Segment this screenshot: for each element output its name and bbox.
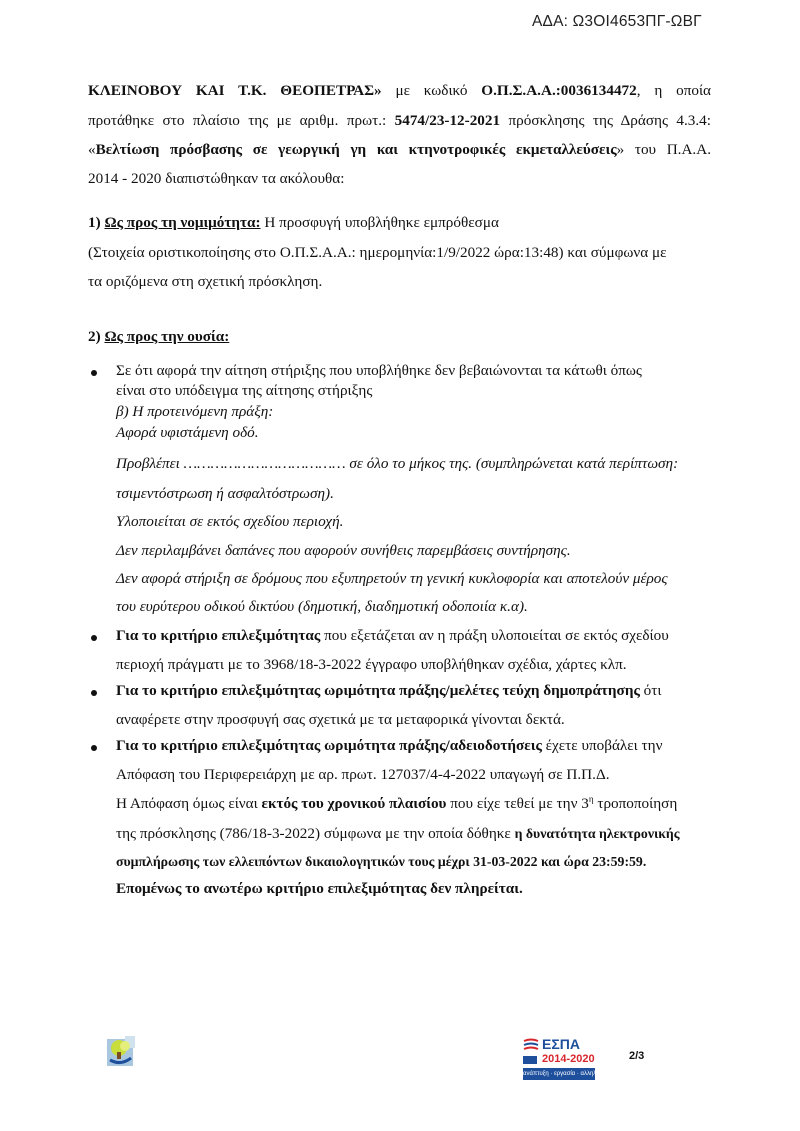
bullet-icon [91,635,97,641]
criterion-text: που εξετάζεται αν η πράξη υλοποιείται σε εκτός σχεδίου [320,627,669,644]
intro-line-3 [88,141,711,159]
intro-line-1 [88,82,711,100]
bullet-icon [91,745,97,751]
intro-text: με κωδικό [381,82,482,99]
text: Η Απόφαση όμως είναι [116,795,262,812]
intro-text: » του Π.Α.Α. [616,141,711,158]
bullet-2-line-1 [116,627,669,645]
emphasis: εκτός του χρονικού πλαισίου [261,795,447,812]
eu-flag-icon [523,1056,537,1064]
espa-tagline: ανάπτυξη · εργασία · αλληλεγγύη [523,1068,595,1080]
page-number: 2/3 [629,1050,645,1062]
opsaa-code: Ο.Π.Σ.Α.Α.:0036134472 [481,82,637,99]
espa-logo [523,1036,612,1082]
emphasis: η δυνατότητα ηλεκτρονικής [514,826,680,841]
italic-line: Δεν περιλαμβάνει δαπάνες που αφορούν συνήθεις παρεμβάσεις συντήρησης. [116,542,571,559]
bullet-4-line-2: Απόφαση του Περιφερειάρχη με αρ. πρωτ. 127037/4-4-2022 υπαγωγή σε Π.Π.Δ. [116,766,610,783]
italic-line: Υλοποιείται σε εκτός σχεδίου περιοχή. [116,513,344,530]
section-title: Ως προς τη νομιμότητα: [104,214,261,231]
bullet-3-line-2: αναφέρετε στην προσφυγή σας σχετικά με τα μεταφορικά γίνονται δεκτά. [116,711,565,728]
intro-text: πρόσκλησης της Δράσης 4.3.4: [500,112,711,129]
text: της πρόσκλησης (786/18-3-2022) σύμφωνα με την οποία δόθηκε [116,825,515,842]
italic-line: Αφορά υφιστάμενη οδό. [116,424,259,441]
section-number: 1) [88,214,105,231]
intro-text: προτάθηκε στο πλαίσιο της με αριθμ. πρωτ.: [88,112,395,129]
intro-line-2 [88,112,711,130]
action-title: Βελτίωση πρόσβασης σε γεωργική γη και κτηνοτροφικές εκμεταλλεύσεις [95,141,617,158]
criterion-text: έχετε υποβάλει την [541,737,663,754]
section-1-line-3: τα οριζόμενα στη σχετική πρόσκληση. [88,273,323,290]
ada-code: ΑΔΑ: Ω3ΟΙ4653ΠΓ-ΩΒΓ [532,13,702,30]
intro-line-4: 2014 - 2020 διαπιστώθηκαν τα ακόλουθα: [88,170,345,187]
espa-title: ΕΣΠΑ [542,1036,580,1052]
criterion-text: ότι [639,682,662,699]
intro-text: , η οποία [636,82,711,99]
bullet-3-line-1 [116,682,661,700]
text: τροποποίηση [593,795,678,812]
protocol-number: 5474/23-12-2021 [394,112,501,129]
tree-logo-icon [107,1036,139,1066]
intro-text: « [88,141,96,158]
bullet-2-line-2: περιοχή πράγματι με το 3968/18-3-2022 έγγραφο υποβλήθηκαν σχέδια, χάρτες κλπ. [116,656,627,673]
section-number: 2) [88,328,105,345]
conclusion: Επομένως το ανωτέρω κριτήριο επιλεξιμότητας δεν πληρείται. [116,880,523,897]
bullet-icon [91,370,97,376]
section-text: Η προσφυγή υποβλήθηκε εμπρόθεσμα [260,214,499,231]
criterion-label: Για το κριτήριο επιλεξιμότητας ωριμότητα πράξης/αδειοδοτήσεις [116,737,542,754]
bullet-4-line-1 [116,737,662,755]
section-1-line-2: (Στοιχεία οριστικοποίησης στο Ο.Π.Σ.Α.Α.: ημερομηνία:1/9/2022 ώρα:13:48) και σύμφωνα με [88,244,667,261]
section-2-heading [88,328,229,346]
italic-line: Προβλέπει ……………………………… σε όλο το μήκος της. (συμπληρώνεται κατά περίπτωση: [116,455,679,472]
bullet-icon [91,690,97,696]
espa-waves-icon [523,1038,539,1052]
espa-years: 2014-2020 [542,1053,595,1065]
proposed-action-label: β) Η προτεινόμενη πράξη: [116,403,274,420]
criterion-label: Για το κριτήριο επιλεξιμότητας [116,627,321,644]
bullet-4-line-4 [116,825,680,843]
italic-line: τσιμεντόστρωση ή ασφαλτόστρωση). [116,485,334,502]
criterion-label: Για το κριτήριο επιλεξιμότητας ωριμότητα πράξης/μελέτες τεύχη δημοπράτησης [116,682,640,699]
italic-line: Δεν αφορά στήριξη σε δρόμους που εξυπηρετούν τη γενική κυκλοφορία και αποτελούν μέρος [116,570,668,587]
superscript: η [588,793,594,804]
bullet-1-line-2: είναι στο υπόδειγμα της αίτησης στήριξης [116,382,373,399]
text: που είχε τεθεί με την 3 [446,795,589,812]
bullet-1-line-1: Σε ότι αφορά την αίτηση στήριξης που υποβλήθηκε δεν βεβαιώνονται τα κάτωθι όπως [116,362,642,379]
intro-municipality: ΚΛΕΙΝΟΒΟΥ ΚΑΙ Τ.Κ. ΘΕΟΠΕΤΡΑΣ» [88,82,382,99]
section-title: Ως προς την ουσία: [104,328,230,345]
bullet-4-line-3 [116,795,677,813]
italic-line: του ευρύτερου οδικού δικτύου (δημοτική, διαδημοτική οδοποιία κ.α). [116,598,528,615]
bullet-4-line-5: συμπλήρωσης των ελλειπόντων δικαιολογητικών τους μέχρι 31-03-2022 και ώρα 23:59:59. [116,854,647,869]
section-1-heading [88,214,499,232]
